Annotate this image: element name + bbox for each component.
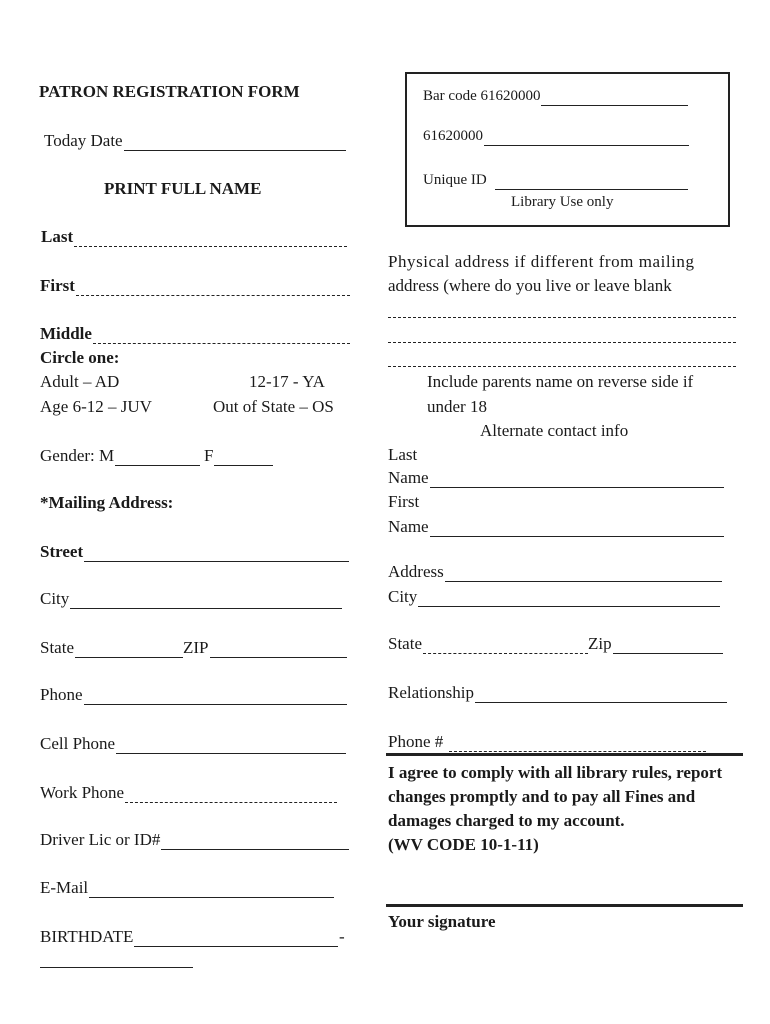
alt-address-label: Address: [388, 562, 444, 581]
birthdate-field[interactable]: [40, 927, 338, 947]
alt-state-label: State: [388, 634, 422, 653]
unique-id-label: Unique ID: [423, 172, 487, 188]
form-title: PATRON REGISTRATION FORM: [39, 82, 300, 101]
library-use-box: [405, 72, 730, 227]
alt-last-name-field[interactable]: [388, 468, 724, 488]
alt-zip-field[interactable]: [588, 634, 723, 654]
alt-state-field[interactable]: [388, 634, 588, 654]
alt-city-field[interactable]: [388, 587, 720, 607]
zip-label: ZIP: [183, 638, 209, 657]
phone-label: Phone: [40, 685, 83, 704]
option-juv[interactable]: Age 6-12 – JUV: [40, 397, 152, 416]
agreement-top-rule: [386, 753, 743, 756]
today-date-field[interactable]: [44, 131, 346, 151]
alt-first-name-field[interactable]: [388, 517, 724, 537]
alt-last-label: Last: [388, 445, 418, 464]
option-ya[interactable]: 12-17 - YA: [249, 372, 325, 391]
street-field[interactable]: [40, 542, 349, 562]
phone-field[interactable]: [40, 685, 347, 705]
option-adult[interactable]: Adult – AD: [40, 372, 120, 391]
gender-label: Gender: M: [40, 446, 115, 465]
wv-code: (WV CODE 10-1-11): [388, 835, 539, 854]
street-label: Street: [40, 542, 84, 561]
parents-note-2: under 18: [427, 397, 487, 416]
gender-f-field[interactable]: [204, 446, 273, 466]
gender-f-label: F: [204, 446, 214, 465]
alt-first-label: First: [388, 492, 420, 511]
gender-m-field[interactable]: [40, 446, 200, 466]
unique-id-field[interactable]: [423, 170, 688, 190]
middle-name-label: Middle: [40, 324, 92, 343]
last-name-field[interactable]: [41, 227, 347, 247]
barcode-label: Bar code 61620000: [423, 88, 541, 104]
cell-phone-field[interactable]: [40, 734, 346, 754]
alt-last-name-label: Name: [388, 468, 429, 487]
physical-address-line-2[interactable]: [388, 342, 736, 343]
birthdate-continuation-line[interactable]: [40, 967, 193, 968]
state-label: State: [40, 638, 74, 657]
library-use-only-label: Library Use only: [511, 194, 614, 210]
today-date-label: Today Date: [44, 131, 123, 150]
relationship-field[interactable]: [388, 683, 727, 703]
work-phone-label: Work Phone: [40, 783, 125, 802]
alt-phone-label: Phone #: [388, 732, 444, 751]
last-name-label: Last: [41, 227, 74, 246]
alt-city-label: City: [388, 587, 418, 606]
relationship-label: Relationship: [388, 683, 474, 702]
state-field[interactable]: [40, 638, 183, 658]
physical-address-note-1: Physical address if different from mailing: [388, 252, 695, 271]
option-os[interactable]: Out of State – OS: [213, 397, 334, 416]
signature-label: Your signature: [388, 912, 496, 931]
circle-one-label: Circle one:: [40, 348, 120, 367]
city-field[interactable]: [40, 589, 342, 609]
alt-phone-field[interactable]: [388, 732, 706, 752]
barcode-field[interactable]: [423, 86, 688, 106]
alternate-contact-heading: Alternate contact info: [480, 421, 629, 440]
agreement-text: [388, 761, 738, 857]
prefix-field[interactable]: [423, 126, 689, 146]
email-label: E-Mail: [40, 878, 89, 897]
city-label: City: [40, 589, 70, 608]
driver-lic-label: Driver Lic or ID#: [40, 830, 161, 849]
physical-address-note-2: address (where do you live or leave blank: [388, 276, 672, 295]
zip-field[interactable]: [183, 638, 347, 658]
physical-address-line-3[interactable]: [388, 366, 736, 367]
physical-address-line-1[interactable]: [388, 317, 736, 318]
alt-first-name-label: Name: [388, 517, 429, 536]
print-full-name-heading: PRINT FULL NAME: [104, 179, 262, 198]
signature-rule[interactable]: [386, 904, 743, 907]
email-field[interactable]: [40, 878, 334, 898]
middle-name-field[interactable]: [40, 324, 350, 344]
prefix-label: 61620000: [423, 128, 483, 144]
alt-zip-label: Zip: [588, 634, 612, 653]
alt-address-field[interactable]: [388, 562, 722, 582]
agreement-statement: I agree to comply with all library rules, report changes promptly and to pay all Fines and damages charged to my account.: [388, 763, 723, 830]
work-phone-field[interactable]: [40, 783, 337, 803]
mailing-address-heading: *Mailing Address:: [40, 493, 174, 512]
cell-phone-label: Cell Phone: [40, 734, 116, 753]
birthdate-dash: -: [339, 927, 345, 946]
birthdate-label: BIRTHDATE: [40, 927, 134, 946]
first-name-field[interactable]: [40, 276, 350, 296]
first-name-label: First: [40, 276, 75, 295]
parents-note-1: Include parents name on reverse side if: [427, 372, 694, 391]
driver-lic-field[interactable]: [40, 830, 349, 850]
